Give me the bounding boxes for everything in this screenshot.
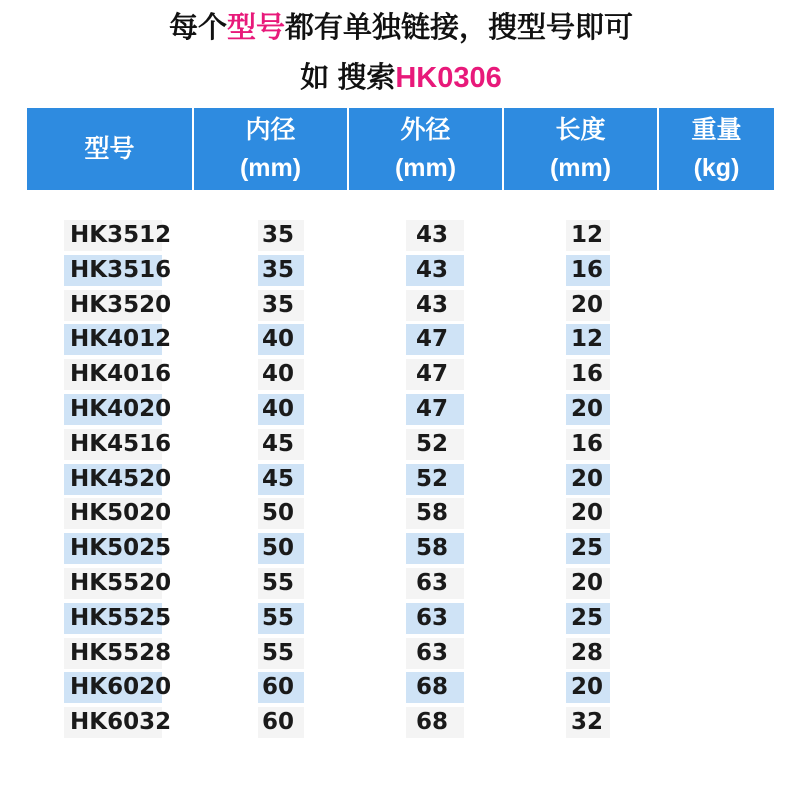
cell-outer-diameter: 43 — [406, 290, 464, 321]
table-row — [0, 531, 802, 566]
cell-length: 20 — [566, 568, 610, 599]
cell-inner-diameter: 60 — [258, 707, 304, 738]
header-length — [504, 108, 659, 190]
cell-inner-diameter: 40 — [258, 324, 304, 355]
cell-outer-diameter: 52 — [406, 464, 464, 495]
table-row — [0, 496, 802, 531]
table-row — [0, 253, 802, 288]
header-weight-unit: (kg) — [693, 154, 740, 182]
cell-length: 20 — [566, 394, 610, 425]
cell-length: 20 — [566, 498, 610, 529]
cell-model: HK4016 — [64, 359, 162, 390]
table-row — [0, 427, 802, 462]
header-inner-diameter-unit: (mm) — [239, 154, 302, 182]
cell-inner-diameter: 60 — [258, 672, 304, 703]
cell-outer-diameter: 63 — [406, 638, 464, 669]
cell-length: 20 — [566, 290, 610, 321]
cell-outer-diameter: 68 — [406, 707, 464, 738]
header-outer-diameter-label: 外径 — [400, 116, 451, 144]
header-model-label: 型号 — [84, 135, 135, 163]
cell-inner-diameter: 50 — [258, 498, 304, 529]
table-row — [0, 636, 802, 671]
cell-inner-diameter: 40 — [258, 359, 304, 390]
cell-model: HK5525 — [64, 603, 162, 634]
cell-outer-diameter: 47 — [406, 324, 464, 355]
cell-model: HK5025 — [64, 533, 162, 564]
cell-outer-diameter: 52 — [406, 429, 464, 460]
cell-length: 20 — [566, 672, 610, 703]
cell-model: HK5520 — [64, 568, 162, 599]
cell-model: HK4020 — [64, 394, 162, 425]
cell-outer-diameter: 47 — [406, 394, 464, 425]
header-outer-diameter-unit: (mm) — [394, 154, 457, 182]
table-row — [0, 705, 802, 740]
cell-length: 16 — [566, 429, 610, 460]
cell-length: 16 — [566, 359, 610, 390]
table-row — [0, 601, 802, 636]
cell-length: 12 — [566, 220, 610, 251]
notice-line-2-prefix: 如 搜索 — [300, 62, 396, 94]
cell-outer-diameter: 47 — [406, 359, 464, 390]
cell-inner-diameter: 55 — [258, 603, 304, 634]
cell-model: HK3516 — [64, 255, 162, 286]
cell-length: 28 — [566, 638, 610, 669]
header-weight — [659, 108, 774, 190]
cell-inner-diameter: 40 — [258, 394, 304, 425]
notice-line-2-highlight: HK0306 — [395, 62, 502, 94]
cell-model: HK4012 — [64, 324, 162, 355]
table-row — [0, 462, 802, 497]
cell-outer-diameter: 68 — [406, 672, 464, 703]
cell-model: HK3512 — [64, 220, 162, 251]
cell-outer-diameter: 43 — [406, 255, 464, 286]
header-inner-diameter-label: 内径 — [245, 116, 296, 144]
cell-length: 25 — [566, 603, 610, 634]
table-row — [0, 357, 802, 392]
cell-length: 25 — [566, 533, 610, 564]
table-row — [0, 566, 802, 601]
cell-length: 12 — [566, 324, 610, 355]
cell-outer-diameter: 63 — [406, 603, 464, 634]
cell-outer-diameter: 43 — [406, 220, 464, 251]
cell-inner-diameter: 45 — [258, 464, 304, 495]
cell-inner-diameter: 35 — [258, 290, 304, 321]
cell-inner-diameter: 35 — [258, 220, 304, 251]
table-row — [0, 218, 802, 253]
cell-inner-diameter: 50 — [258, 533, 304, 564]
cell-inner-diameter: 45 — [258, 429, 304, 460]
notice-line-2 — [0, 58, 802, 98]
cell-model: HK4516 — [64, 429, 162, 460]
cell-length: 20 — [566, 464, 610, 495]
cell-model: HK6020 — [64, 672, 162, 703]
table-header — [27, 108, 774, 190]
cell-inner-diameter: 55 — [258, 638, 304, 669]
cell-model: HK5020 — [64, 498, 162, 529]
cell-outer-diameter: 63 — [406, 568, 464, 599]
header-model — [27, 108, 194, 190]
notice-line-1-suffix: 都有单独链接，搜型号即可 — [285, 12, 634, 44]
cell-outer-diameter: 58 — [406, 498, 464, 529]
notice-line-1 — [0, 8, 802, 48]
cell-length: 32 — [566, 707, 610, 738]
notice-line-1-prefix: 每个 — [168, 12, 227, 44]
cell-inner-diameter: 55 — [258, 568, 304, 599]
table-body — [0, 218, 802, 740]
notice-line-1-highlight: 型号 — [226, 12, 285, 44]
table-row — [0, 322, 802, 357]
cell-outer-diameter: 58 — [406, 533, 464, 564]
table-row — [0, 288, 802, 323]
header-inner-diameter — [194, 108, 349, 190]
cell-model: HK4520 — [64, 464, 162, 495]
cell-inner-diameter: 35 — [258, 255, 304, 286]
table-row — [0, 392, 802, 427]
cell-model: HK6032 — [64, 707, 162, 738]
cell-model: HK3520 — [64, 290, 162, 321]
header-length-unit: (mm) — [549, 154, 612, 182]
cell-model: HK5528 — [64, 638, 162, 669]
cell-length: 16 — [566, 255, 610, 286]
header-weight-label: 重量 — [691, 116, 742, 144]
header-outer-diameter — [349, 108, 504, 190]
header-length-label: 长度 — [555, 116, 606, 144]
table-row — [0, 670, 802, 705]
